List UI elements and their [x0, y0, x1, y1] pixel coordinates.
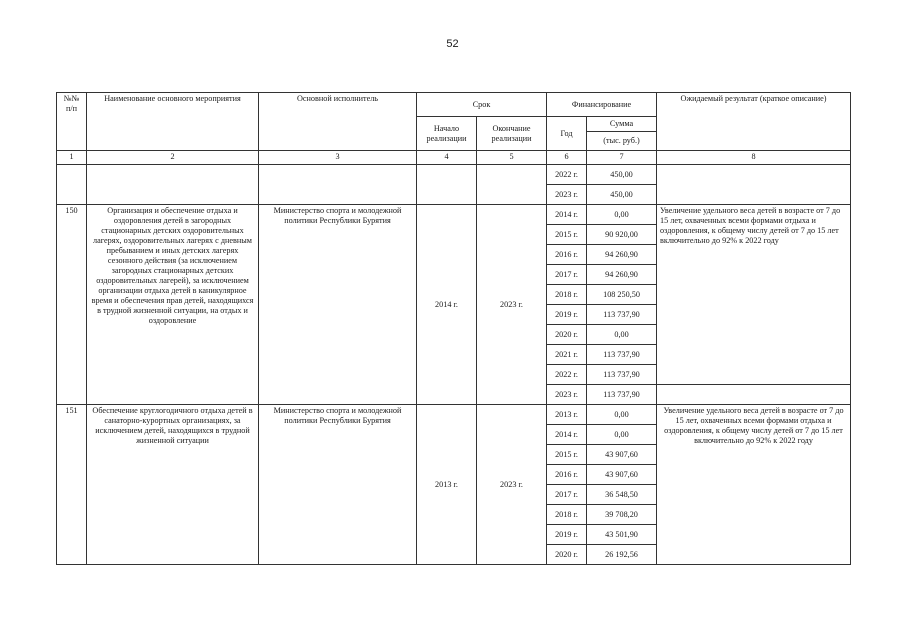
- executor: Министерство спорта и молодежной политики Республики Бурятия: [259, 205, 417, 405]
- amount-cell: 0,00: [587, 205, 657, 225]
- year-cell: 2015 г.: [547, 445, 587, 465]
- program-table: [56, 92, 851, 565]
- table-row: [57, 165, 851, 185]
- amount-cell: 450,00: [587, 165, 657, 185]
- year-cell: 2022 г.: [547, 365, 587, 385]
- year-cell: 2019 г.: [547, 305, 587, 325]
- amount-cell: 450,00: [587, 185, 657, 205]
- amount-cell: 0,00: [587, 405, 657, 425]
- header-sum: Сумма: [587, 117, 656, 132]
- header-name: Наименование основного мероприятия: [87, 93, 259, 151]
- amount-cell: 108 250,50: [587, 285, 657, 305]
- year-cell: 2022 г.: [547, 165, 587, 185]
- column-number: 8: [657, 151, 851, 165]
- activity-name: Организация и обеспечение отдыха и оздоровления детей в загородных стационарных детских оздоровительных лагерях, оздоровительных лагерях с дневным пребыванием и иных детских лагерях сезонного действия (за исключением загородных стационарных детских оздоровительных лагерей), за исключением организации отдыха детей в каникулярное время и обеспечения прав детей, находящихся в трудной жизненной ситуации, на отдых и оздоровление: [87, 205, 259, 405]
- header-num: №№ п/п: [57, 93, 87, 151]
- header-result: Ожидаемый результат (краткое описание): [657, 93, 851, 151]
- expected-result: Увеличение удельного веса детей в возрасте от 7 до 15 лет, охваченных всеми формами отдыха и оздоровления, к общему числу детей от 7 до 15 лет включительно до 92% к 2022 году: [657, 205, 851, 385]
- year-cell: 2021 г.: [547, 345, 587, 365]
- header-start: Начало реализации: [417, 117, 477, 151]
- column-number: 1: [57, 151, 87, 165]
- column-number: 5: [477, 151, 547, 165]
- start-year: 2014 г.: [417, 205, 477, 405]
- year-cell: 2020 г.: [547, 545, 587, 565]
- header-executor: Основной исполнитель: [259, 93, 417, 151]
- year-cell: 2014 г.: [547, 205, 587, 225]
- year-cell: 2016 г.: [547, 465, 587, 485]
- amount-cell: 0,00: [587, 425, 657, 445]
- year-cell: 2017 г.: [547, 265, 587, 285]
- year-cell: 2013 г.: [547, 405, 587, 425]
- year-cell: 2017 г.: [547, 485, 587, 505]
- amount-cell: 113 737,90: [587, 305, 657, 325]
- start-year: 2013 г.: [417, 405, 477, 565]
- amount-cell: 94 260,90: [587, 265, 657, 285]
- table-row: [57, 405, 851, 425]
- year-cell: 2023 г.: [547, 185, 587, 205]
- column-number: 4: [417, 151, 477, 165]
- table-row: [57, 205, 851, 225]
- amount-cell: 113 737,90: [587, 345, 657, 365]
- amount-cell: 94 260,90: [587, 245, 657, 265]
- year-cell: 2014 г.: [547, 425, 587, 445]
- year-cell: 2018 г.: [547, 285, 587, 305]
- activity-name: Обеспечение круглогодичного отдыха детей в санаторно-курортных организациях, за исключением детей, находящихся в трудной жизненной ситуации: [87, 405, 259, 565]
- year-cell: 2020 г.: [547, 325, 587, 345]
- amount-cell: 36 548,50: [587, 485, 657, 505]
- row-number: 151: [57, 405, 87, 565]
- year-cell: 2018 г.: [547, 505, 587, 525]
- amount-cell: 26 192,56: [587, 545, 657, 565]
- header-sum-cell: [587, 117, 657, 151]
- year-cell: 2016 г.: [547, 245, 587, 265]
- year-cell: 2015 г.: [547, 225, 587, 245]
- amount-cell: 90 920,00: [587, 225, 657, 245]
- header-financing: Финансирование: [547, 93, 657, 117]
- column-number-row: [57, 151, 851, 165]
- header-end: Окончание реализации: [477, 117, 547, 151]
- column-number: 6: [547, 151, 587, 165]
- page-number: 52: [446, 38, 459, 50]
- row-number: 150: [57, 205, 87, 405]
- header-sum-unit: (тыс. руб.): [603, 136, 640, 145]
- amount-cell: 43 907,60: [587, 465, 657, 485]
- amount-cell: 39 708,20: [587, 505, 657, 525]
- year-cell: 2019 г.: [547, 525, 587, 545]
- year-cell: 2023 г.: [547, 385, 587, 405]
- header-term: Срок: [417, 93, 547, 117]
- column-number: 7: [587, 151, 657, 165]
- expected-result: Увеличение удельного веса детей в возрасте от 7 до 15 лет, охваченных всеми формами отдыха и оздоровления, к общему числу детей от 7 до 15 лет включительно до 92% к 2022 году: [657, 405, 851, 565]
- amount-cell: 113 737,90: [587, 365, 657, 385]
- executor: Министерство спорта и молодежной политики Республики Бурятия: [259, 405, 417, 565]
- column-number: 3: [259, 151, 417, 165]
- end-year: 2023 г.: [477, 405, 547, 565]
- amount-cell: 43 907,60: [587, 445, 657, 465]
- amount-cell: 43 501,90: [587, 525, 657, 545]
- column-number: 2: [87, 151, 259, 165]
- header-year: Год: [547, 117, 587, 151]
- end-year: 2023 г.: [477, 205, 547, 405]
- amount-cell: 0,00: [587, 325, 657, 345]
- amount-cell: 113 737,90: [587, 385, 657, 405]
